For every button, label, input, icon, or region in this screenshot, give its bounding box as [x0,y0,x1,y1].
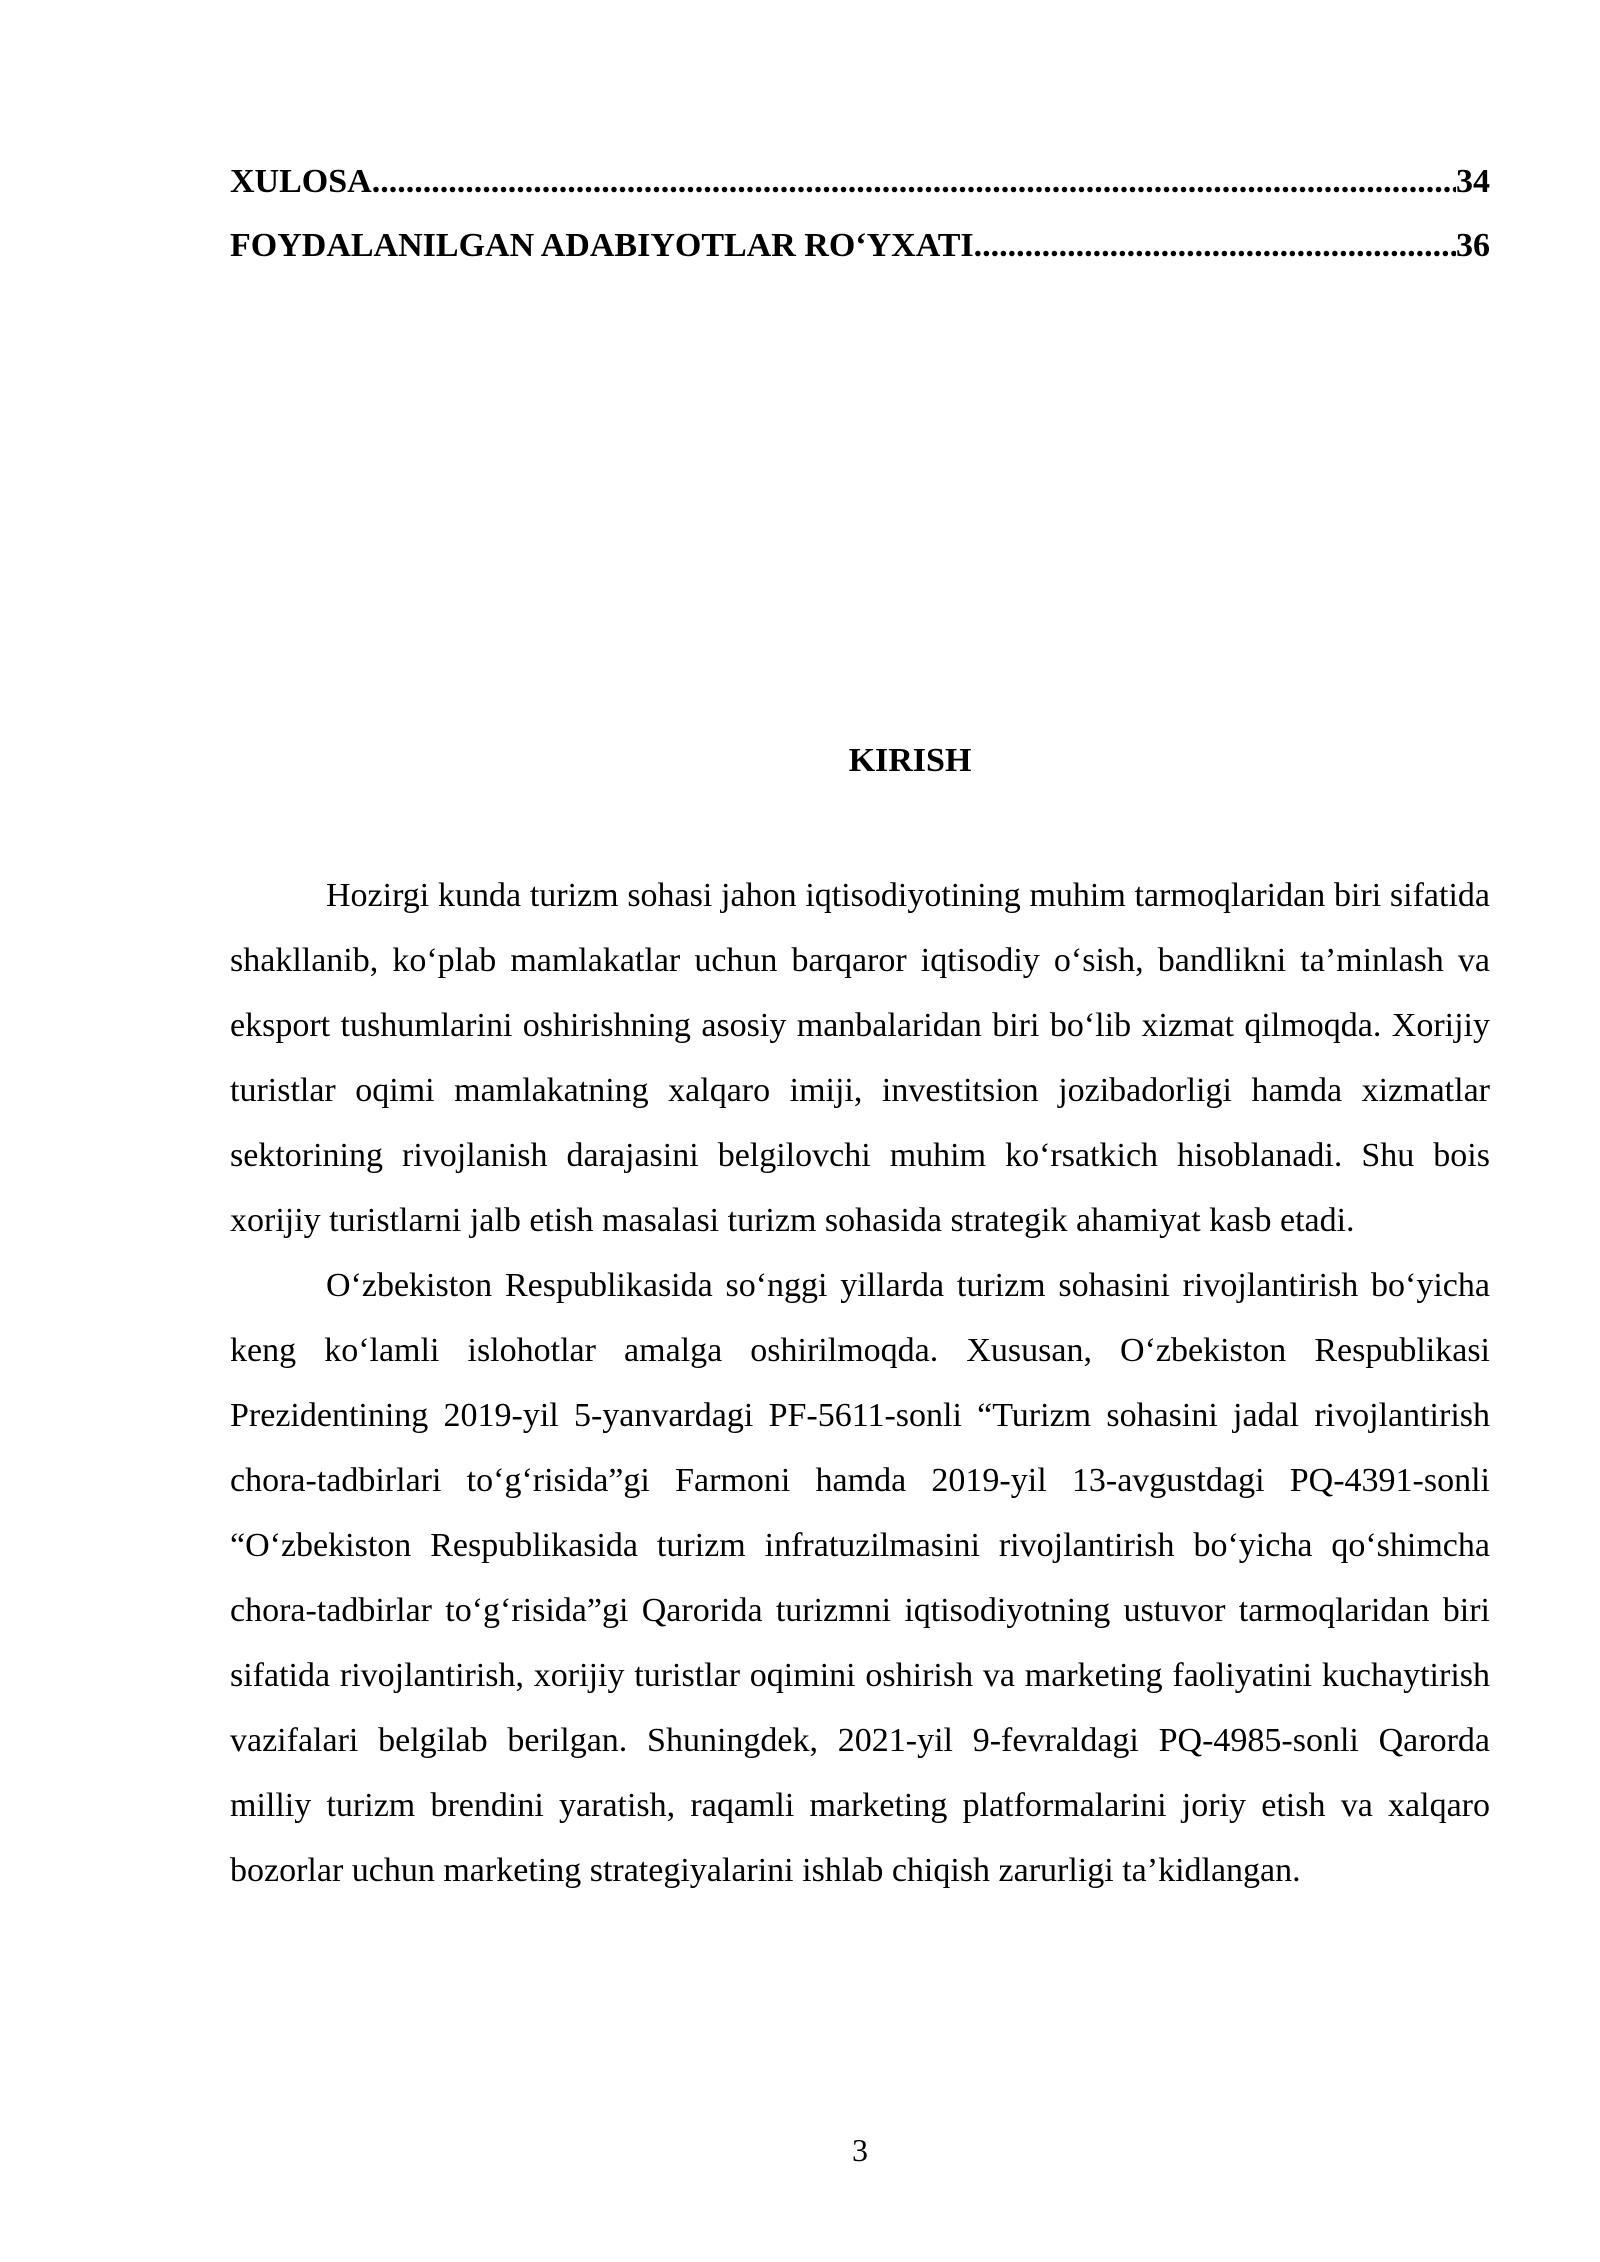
toc-dot-leader [974,214,1456,278]
page-number: 3 [852,2132,868,2168]
paragraph: Hozirgi kunda turizm sohasi jahon iqtisodiyotining muhim tarmoqlaridan biri sifatida shakllanib, ko‘plab mamlakatlar uchun barqaror iqtisodiy o‘sish, bandlikni ta’minlash va eksport tushumlarini oshirishning asosiy manbalaridan biri bo‘lib xizmat qilmoqda. Xorijiy turistlar oqimi mamlakatning xalqaro imiji, investitsion jozibadorligi hamda xizmatlar sektorining rivojlanish darajasini belgilovchi muhim ko‘rsatkich hisoblanadi. Shu bois xorijiy turistlarni jalb etish masalasi turizm sohasida strategik ahamiyat kasb etadi. [230,877,1490,1239]
toc-entry-xulosa [230,150,1490,214]
toc-entry-references [230,214,1490,278]
table-of-contents [230,150,1490,278]
toc-entry-title: FOYDALANILGAN ADABIYOTLAR RO‘YXATI [230,227,974,264]
toc-dot-leader [372,150,1456,214]
section-heading: KIRISH [848,742,972,779]
section-body [230,863,1490,1903]
toc-entry-page: 36 [1456,227,1490,264]
toc-entry-page: 34 [1456,163,1490,200]
paragraph: O‘zbekiston Respublikasida so‘nggi yillarda turizm sohasini rivojlantirish bo‘yicha keng ko‘lamli islohotlar amalga oshirilmoqda. Xususan, O‘zbekiston Respublikasi Prezidentining 2019-yil 5-yanvardagi PF-5611-sonli “Turizm sohasini jadal rivojlantirish chora-tadbirlari to‘g‘risida”gi Farmoni hamda 2019-yil 13-avgustdagi PQ-4391-sonli “O‘zbekiston Respublikasida turizm infratuzilmasini rivojlantirish bo‘yicha qo‘shimcha chora-tadbirlar to‘g‘risida”gi Qarorida turizmni iqtisodiyotning ustuvor tarmoqlaridan biri sifatida rivojlantirish, xorijiy turistlar oqimini oshirish va marketing faoliyatini kuchaytirish vazifalari belgilab berilgan. Shuningdek, 2021-yil 9-fevraldagi PQ-4985-sonli Qarorda milliy turizm brendini yaratish, raqamli marketing platformalarini joriy etish va xalqaro bozorlar uchun marketing strategiyalarini ishlab chiqish zarurligi ta’kidlangan. [230,1267,1490,1889]
toc-entry-title: XULOSA [230,163,372,200]
